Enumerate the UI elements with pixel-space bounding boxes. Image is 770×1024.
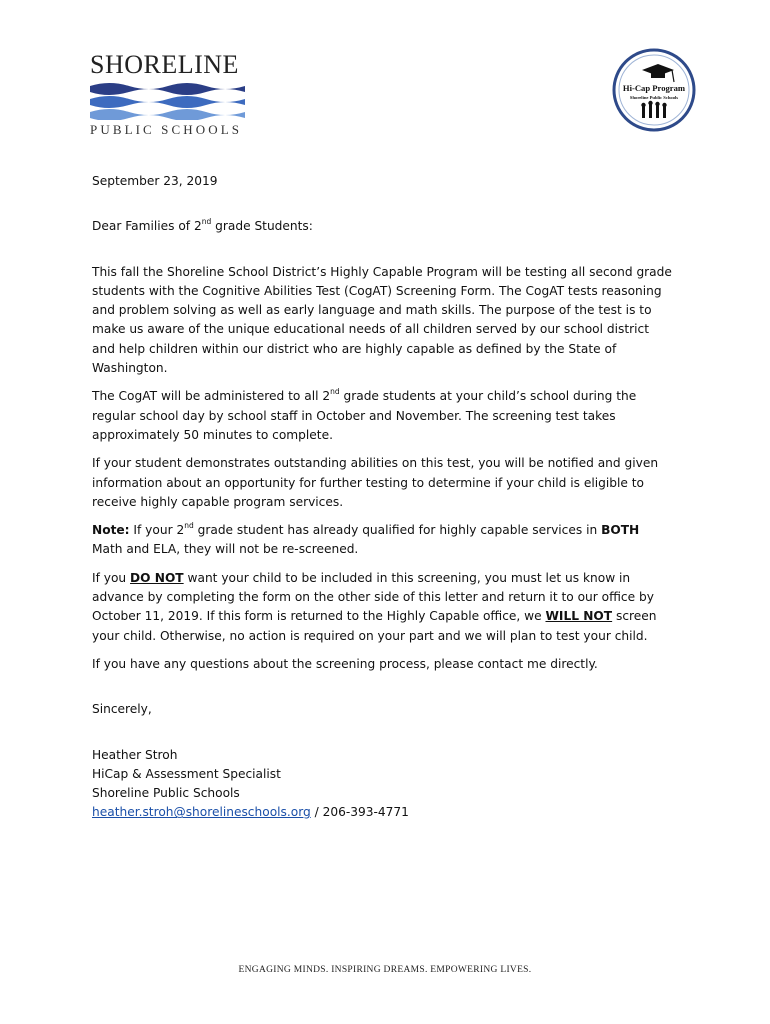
letter-body — [92, 172, 672, 823]
signature-title: HiCap & Assessment Specialist — [92, 766, 281, 781]
letter-date: September 23, 2019 — [92, 174, 218, 188]
paragraph-opt-out: If you DO NOT want your child to be included in this screening, you must let us know in advance by completing the form on the other side of this letter and return it to our office by October 11, 2019. If this form is returned to the Highly Capable office, we WILL NOT screen your child. Otherwise, no action is required on your part and we will plan to test your child. — [92, 570, 657, 643]
logo-name: SHORELINE — [90, 50, 239, 79]
signature-org: Shoreline Public Schools — [92, 786, 240, 801]
paragraph-contact: If you have any questions about the screening process, please contact me directly. — [92, 656, 598, 671]
salutation: Dear Families of 2nd grade Students: — [92, 217, 313, 234]
closing: Sincerely, — [92, 702, 152, 717]
email-link[interactable]: heather.stroh@shorelineschools.org — [92, 805, 311, 820]
footer-tagline: ENGAGING MINDS. INSPIRING DREAMS. EMPOWERING LIVES. — [238, 965, 532, 975]
seal-title: Hi-Cap Program — [622, 83, 686, 93]
seal-subtitle: Shoreline Public Schools — [629, 95, 679, 100]
waves-icon — [90, 80, 245, 120]
hicap-seal — [612, 48, 696, 132]
logo-subtitle: PUBLIC SCHOOLS — [90, 122, 243, 137]
signature-contact — [92, 803, 672, 822]
paragraph-note: Note: If your 2nd grade student has already qualified for highly capable services in BOTH Math and ELA, they will not be re-screened. — [92, 521, 640, 557]
paragraph-results: If your student demonstrates outstanding abilities on this test, you will be notified and given information about an opportunity for further testing to determine if your child is eligible to receive highly capable program services. — [92, 456, 659, 509]
signature-name: Heather Stroh — [92, 747, 178, 762]
paragraph-administration: The CogAT will be administered to all 2nd grade students at your child’s school during the regular school day by school staff in October and November. The screening test takes approximately 50 minutes to complete. — [92, 387, 637, 442]
phone-number: / 206-393-4771 — [310, 805, 409, 820]
shoreline-logo — [90, 52, 250, 138]
paragraph-intro: This fall the Shoreline School District’s Highly Capable Program will be testing all second grade students with the Cognitive Abilities Test (CogAT) Screening Form. The CogAT tests reasoning and problem solving as well as early language and math skills. The purpose of the test is to make us aware of the unique educational needs of all children served by our school district and help children within our district who are highly capable as defined by the State of Washington. — [92, 264, 672, 376]
